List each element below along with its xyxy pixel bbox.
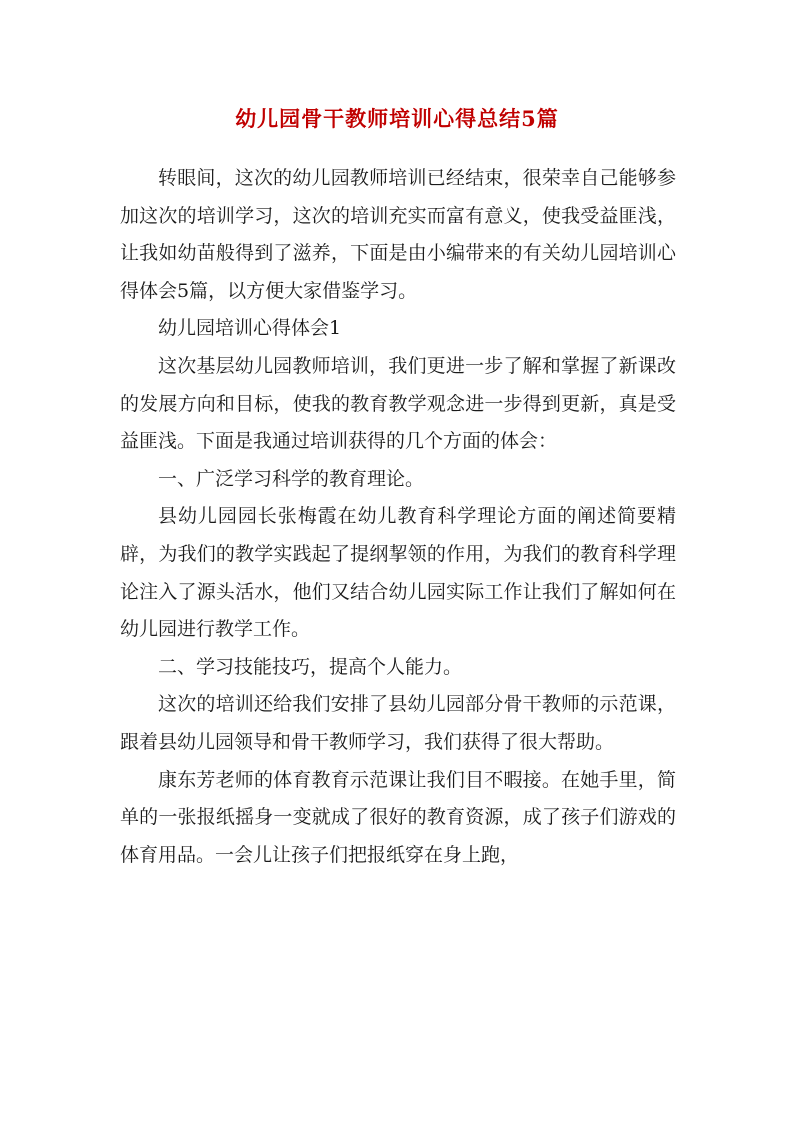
- paragraph-point-2-body: 这次的培训还给我们安排了县幼儿园部分骨干教师的示范课，跟着县幼儿园领导和骨干教师学习，我们获得了很大帮助。: [120, 693, 676, 753]
- paragraph-demo-class: 康东芳老师的体育教育示范课让我们目不暇接。在她手里，简单的一张报纸摇身一变就成了很好的教育资源，成了孩子们游戏的体育用品。一会儿让孩子们把报纸穿在身上跑，: [120, 768, 676, 866]
- document-body: [120, 160, 676, 874]
- paragraph-training-summary: 这次基层幼儿园教师培训，我们更进一步了解和掌握了新课改的发展方向和目标，使我的教育教学观念进一步得到更新，真是受益匪浅。下面是我通过培训获得的几个方面的体会：: [120, 354, 676, 453]
- paragraph-point-2-heading: 二、学习技能技巧，提高个人能力。: [158, 655, 463, 678]
- paragraph-intro: 转眼间，这次的幼儿园教师培训已经结束，很荣幸自己能够参加这次的培训学习，这次的培训充实而富有意义，使我受益匪浅，让我如幼苗般得到了滋养，下面是由小编带来的有关幼儿园培训心得体会5篇，以方便大家借鉴学习。: [120, 167, 676, 302]
- paragraph-point-1-body: 县幼儿园园长张梅霞在幼儿教育科学理论方面的阐述简要精辟，为我们的教学实践起了提纲挈领的作用，为我们的教育科学理论注入了源头活水，他们又结合幼儿园实际工作让我们了解如何在幼儿园进行教学工作。: [120, 505, 676, 641]
- document-title: 幼儿园骨干教师培训心得总结5篇: [235, 106, 559, 131]
- paragraph-point-1-heading: 一、广泛学习科学的教育理论。: [158, 467, 425, 490]
- paragraph-section-heading-1: 幼儿园培训心得体会1: [158, 317, 342, 340]
